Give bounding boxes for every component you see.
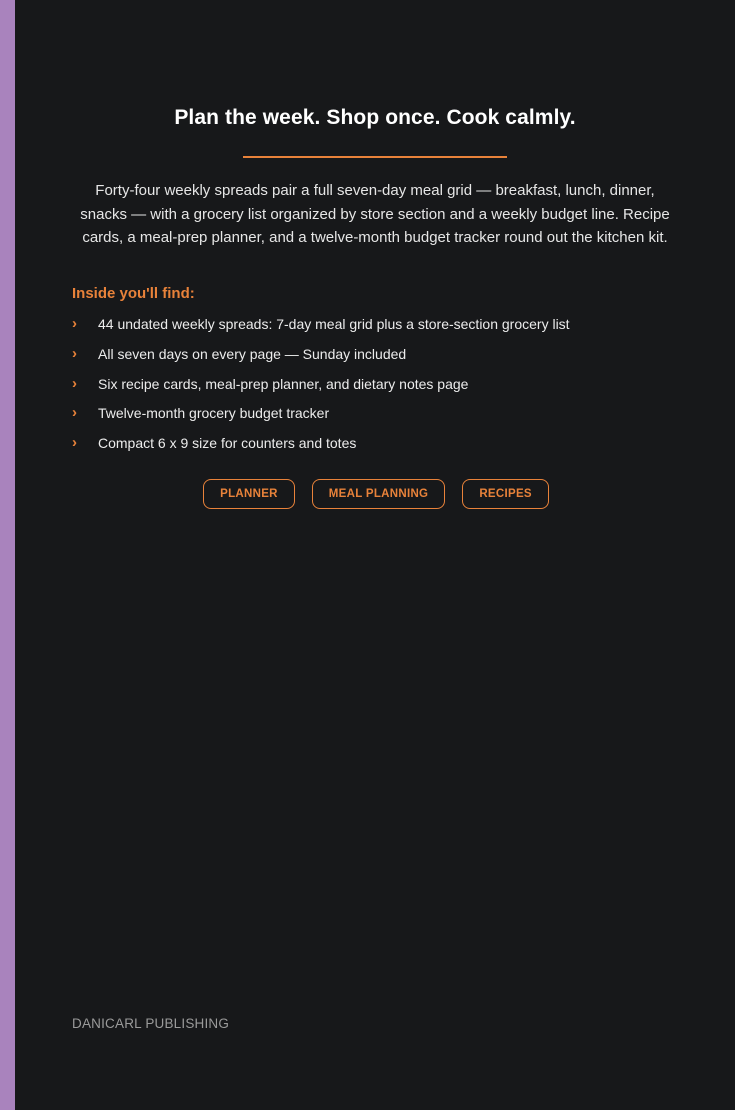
feature-item (72, 342, 692, 372)
feature-item (72, 401, 692, 431)
tag-recipes[interactable]: RECIPES (462, 479, 549, 509)
chevron-right-icon: › (72, 434, 77, 452)
back-cover-page (15, 0, 735, 1110)
feature-item (72, 372, 692, 402)
chevron-right-icon: › (72, 374, 77, 392)
tag-meal-planning[interactable]: MEAL PLANNING (312, 479, 446, 509)
headline: Plan the week. Shop once. Cook calmly. (174, 106, 576, 129)
accent-divider (243, 156, 507, 158)
publisher-name: DANICARL PUBLISHING (72, 1016, 230, 1031)
feature-text: 44 undated weekly spreads: 7-day meal grid plus a store-section grocery list (98, 316, 570, 332)
description-text: Forty-four weekly spreads pair a full seven-day meal grid — breakfast, lunch, dinner, snacks — with a grocery list organized by store section and a weekly budget line. Recipe cards, a meal-prep planner, and a twelve-month budget tracker round out the kitchen kit. (80, 182, 670, 246)
features-list (72, 312, 692, 461)
feature-text: Compact 6 x 9 size for counters and totes (98, 435, 357, 452)
chevron-right-icon: › (72, 344, 77, 362)
chevron-right-icon: › (72, 315, 77, 332)
feature-text: Six recipe cards, meal-prep planner, and dietary notes page (98, 375, 469, 392)
tag-list (15, 479, 735, 509)
feature-item (72, 312, 692, 342)
features-heading: Inside you'll find: (72, 285, 195, 302)
feature-text: All seven days on every page — Sunday included (98, 345, 407, 362)
chevron-right-icon: › (72, 404, 77, 422)
feature-text: Twelve-month grocery budget tracker (98, 405, 330, 422)
tag-planner[interactable]: PLANNER (203, 479, 295, 509)
feature-item (72, 431, 692, 461)
cover-spine (0, 0, 15, 1110)
